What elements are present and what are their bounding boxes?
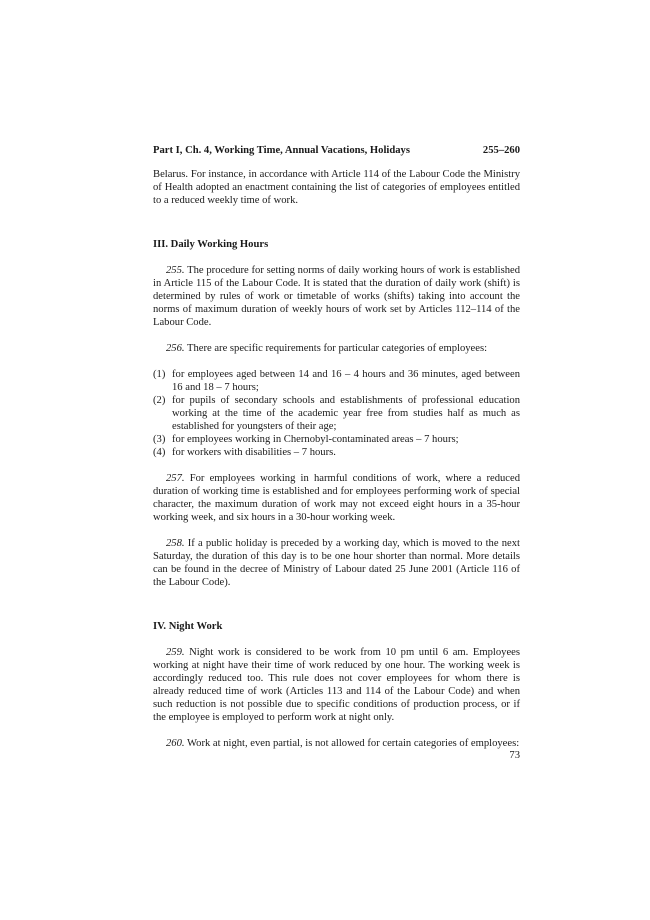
paragraph-number: 259. <box>166 647 185 658</box>
paragraph-text: There are specific requirements for particular categories of employees: <box>184 343 488 354</box>
paragraph-text: If a public holiday is preceded by a working day, which is moved to the next Saturday, the duration of this day is to be one hour shorter than normal. More details can be found in the decree of Ministry of Labour dated 25 June 2001 (Article 116 of the Labour Code). <box>153 538 520 588</box>
paragraph-text: For employees working in harmful conditions of work, where a reduced duration of working time is established and for employees performing work of special character, the maximum duration of work may not exceed eight hours in a 35-hour working week, and six hours in a 30-hour working week. <box>153 473 520 523</box>
paragraph-259 <box>153 646 520 724</box>
paragraph-text: Work at night, even partial, is not allowed for certain categories of employees: <box>184 738 520 749</box>
list-item <box>153 368 520 394</box>
paragraph-260 <box>153 737 520 750</box>
list-item-text: for employees aged between 14 and 16 – 4 hours and 36 minutes, aged between 16 and 18 – 7 hours; <box>172 369 520 393</box>
header-title: Part I, Ch. 4, Working Time, Annual Vacations, Holidays <box>153 145 410 156</box>
running-header <box>153 144 520 157</box>
paragraph-number: 257. <box>166 473 185 484</box>
paragraph-text: The procedure for setting norms of daily working hours of work is established in Article 115 of the Labour Code. It is stated that the duration of daily work (shift) is determined by rules of work or timetable of works (shifts) taking into account the norms of maximum duration of weekly hours of work set by Articles 112–114 of the Labour Code. <box>153 265 520 328</box>
header-paragraph-range: 255–260 <box>482 145 520 156</box>
document-page <box>153 144 520 750</box>
list-item-label: (2) <box>153 395 166 406</box>
paragraph-255 <box>153 264 520 329</box>
page-number: 73 <box>509 750 520 761</box>
paragraph-text: Night work is considered to be work from 10 pm until 6 am. Employees working at night have their time of work reduced by one hour. The working week is accordingly reduced too. This rule does not cover employees for whom there is already reduced time of work (Articles 113 and 114 of the Labour Code) and when such reduction is not possible due to specific conditions of production process, or if the employee is employed to perform work at night only. <box>153 647 520 723</box>
list-item-text: for pupils of secondary schools and establishments of professional education working at the time of the academic year free from studies half as much as established for youngsters of their age; <box>172 395 520 432</box>
intro-paragraph: Belarus. For instance, in accordance with Article 114 of the Labour Code the Ministry of Health adopted an enactment containing the list of categories of employees entitled to a reduced weekly time of work. <box>153 169 520 206</box>
paragraph-number: 258. <box>166 538 185 549</box>
paragraph-256 <box>153 342 520 355</box>
section-heading-night-work: IV. Night Work <box>153 621 223 632</box>
list-item <box>153 446 520 459</box>
paragraph-258 <box>153 537 520 589</box>
paragraph-257 <box>153 472 520 524</box>
paragraph-number: 260. <box>166 738 185 749</box>
list-item-label: (1) <box>153 369 166 380</box>
list-item <box>153 394 520 433</box>
list-item-label: (4) <box>153 447 166 458</box>
list-item <box>153 433 520 446</box>
list-item-label: (3) <box>153 434 166 445</box>
list-item-text: for workers with disabilities – 7 hours. <box>172 447 336 458</box>
list-item-text: for employees working in Chernobyl-contaminated areas – 7 hours; <box>172 434 459 445</box>
paragraph-number: 255. <box>166 265 185 276</box>
category-list <box>153 368 520 459</box>
paragraph-number: 256. <box>166 343 185 354</box>
section-heading-daily-working-hours: III. Daily Working Hours <box>153 239 269 250</box>
